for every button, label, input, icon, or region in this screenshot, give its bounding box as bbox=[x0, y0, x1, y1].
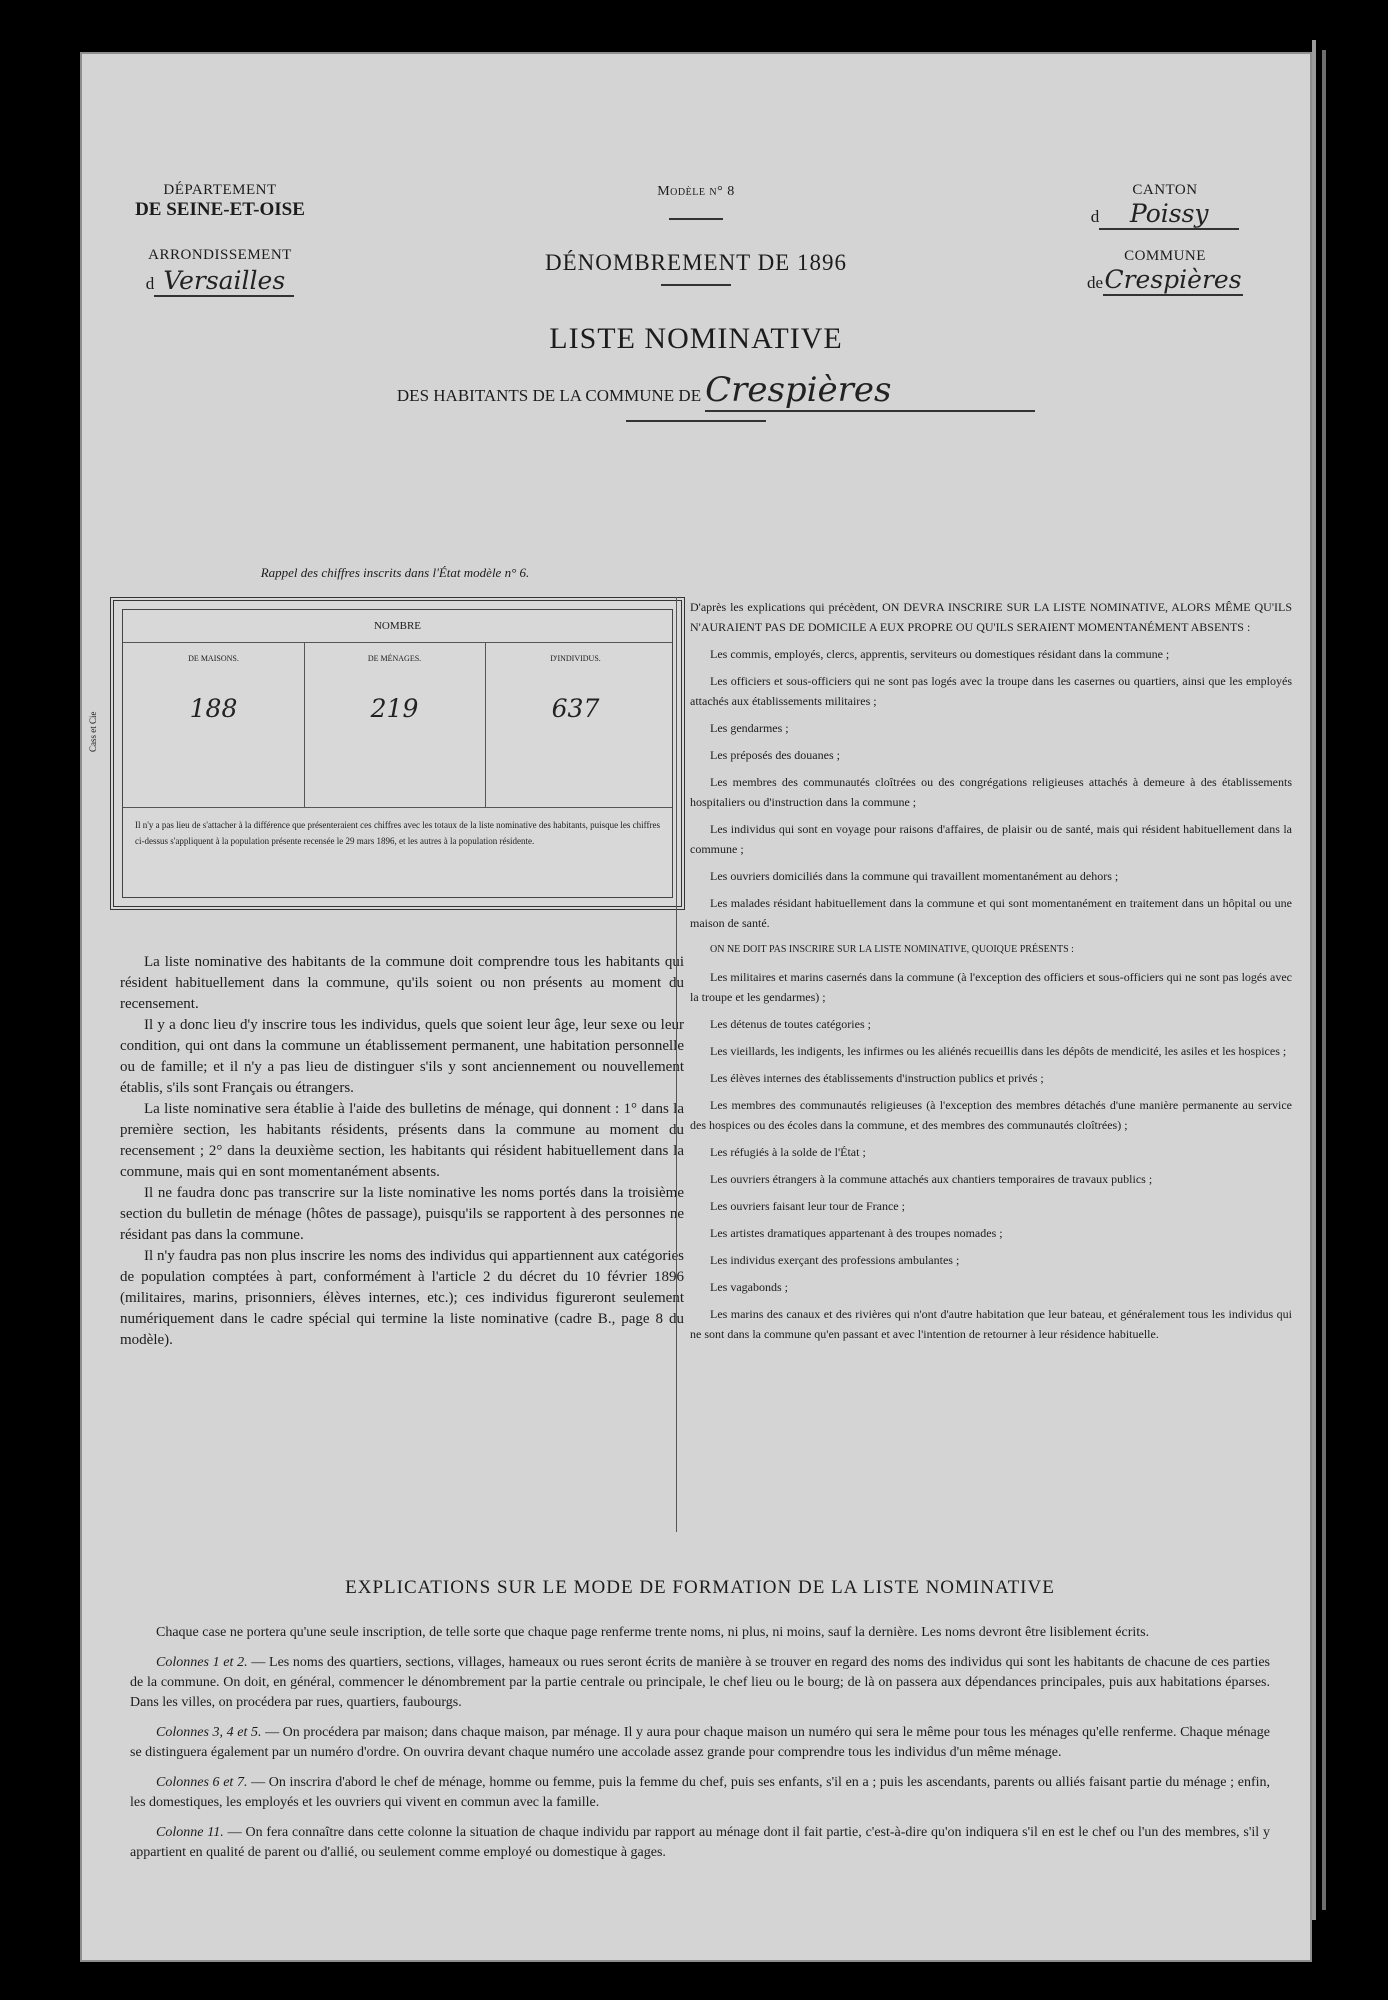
divider bbox=[669, 218, 723, 220]
canton-label: CANTON bbox=[1132, 182, 1198, 198]
printer-mark: Cass et Cie bbox=[88, 711, 98, 752]
canton-field: d Poissy bbox=[1045, 199, 1285, 230]
commune-line-prefix: DES HABITANTS DE LA COMMUNE DE bbox=[396, 386, 702, 405]
departement-label: DÉPARTEMENT bbox=[163, 182, 277, 198]
colonne-11: Colonne 11. — On fera connaître dans cette colonne la situation de chaque individu par rapport au ménage dont il fait partie, c'est-à-dire qu'on indiquera s'il en est le chef ou l'un des membres, s'il y appartient en qualité de parent ou d'allié, ou seulement comme employé ou domestique à gages. bbox=[130, 1825, 1270, 1860]
list-item: Les élèves internes des établissements d'instruction publics et privés ; bbox=[710, 1071, 1044, 1085]
commune-line bbox=[80, 370, 1312, 412]
right-intro: D'après les explications qui précèdent, ON DEVRA INSCRIRE SUR LA LISTE NOMINATIVE, ALORS MÊME QU'ILS N'AURAIENT PAS DE DOMICILE A EUX PROPRE OU QU'ILS SERAIENT MOMENTANÉMENT ABSENTS : bbox=[690, 600, 1292, 634]
val-menages: 219 bbox=[370, 694, 419, 723]
list-item: Les vagabonds ; bbox=[710, 1280, 788, 1294]
paragraph: La liste nominative des habitants de la commune doit comprendre tous les habitants qui résident habituellement dans la commune, qu'ils soient ou non présents au moment du recensement. bbox=[120, 954, 684, 1012]
list-item: Les vieillards, les indigents, les infirmes ou les aliénés recueillis dans les dépôts de mendicité, les asiles et les hospices ; bbox=[710, 1044, 1287, 1058]
list-item: Les gendarmes ; bbox=[710, 721, 789, 735]
list-item: Les artistes dramatiques appartenant à des troupes nomades ; bbox=[710, 1226, 1003, 1240]
liste-nominative-title: LISTE NOMINATIVE bbox=[549, 322, 843, 355]
colonnes-6-7: Colonnes 6 et 7. — On inscrira d'abord le chef de ménage, homme ou femme, puis la femme du chef, puis ses enfants, s'il en a ; puis les ascendants, parents ou alliés faisant partie du ménage ; enfin, les domestiques, les employés et les ouvriers qui vivent en commun avec la famille. bbox=[130, 1775, 1270, 1810]
denombrement-title: DÉNOMBREMENT DE 1896 bbox=[545, 250, 847, 275]
commune-field: deCrespières bbox=[1086, 265, 1242, 294]
explications-section bbox=[130, 1577, 1270, 1873]
modele-number: Modèle n° 8 bbox=[657, 184, 735, 199]
census-form-page bbox=[80, 52, 1312, 1962]
departement-value: DE SEINE-ET-OISE bbox=[135, 199, 305, 220]
canton-value: Poissy bbox=[1099, 199, 1239, 230]
page-edge bbox=[1322, 50, 1326, 1910]
arrondissement-field: d Versailles bbox=[100, 266, 340, 297]
list-item: Les individus qui sont en voyage pour raisons d'affaires, de plaisir ou de santé, mais qui résident habituellement dans la commune ; bbox=[690, 822, 1292, 856]
page-edge bbox=[1312, 40, 1316, 1920]
list-item: Les préposés des douanes ; bbox=[710, 748, 840, 762]
explications-heading: EXPLICATIONS SUR LE MODE DE FORMATION DE LA LISTE NOMINATIVE bbox=[345, 1577, 1055, 1598]
list-item: Les membres des communautés cloîtrées ou des congrégations religieuses attachés à demeure à des établissements hospitaliers ou d'instruction dans la commune ; bbox=[690, 775, 1292, 809]
colonnes-3-4-5: Colonnes 3, 4 et 5. — On procédera par maison; dans chaque maison, par ménage. Il y aura pour chaque maison un numéro qui sera le même pour tous les ménages qu'elle renferme. Chaque ménage se distinguera également par un numéro d'ordre. On ouvrira devant chaque numéro une accolade assez grande pour comprendre tous les individus d'un même ménage. bbox=[130, 1725, 1270, 1760]
paragraph: Il ne faudra donc pas transcrire sur la liste nominative les noms portés dans la troisième section du bulletin de ménage (hôtes de passage), puisqu'ils se rapportent à des personnes ne résidant pas dans la commune. bbox=[120, 1185, 684, 1243]
arrondissement-label: ARRONDISSEMENT bbox=[148, 247, 292, 263]
rappel-box bbox=[110, 597, 685, 910]
rappel-caption: Rappel des chiffres inscrits dans l'État modèle n° 6. bbox=[260, 565, 530, 580]
rappel-note: Il n'y a pas lieu de s'attacher à la différence que présenteraient ces chiffres avec les totaux de la liste nominative des habitants, puisque les chiffres ci-dessus s'appliquent à la population présente recensée le 29 mars 1896, et les autres à la population résidente. bbox=[135, 820, 660, 846]
paragraph: Il n'y faudra pas non plus inscrire les noms des individus qui appartiennent aux catégories de population comptées à part, conformément à l'article 2 du décret du 10 février 1896 (militaires, marins, prisonniers, élèves internes, etc.); ces individus figureront seulement numériquement dans le cadre spécial qui termine la liste nominative (cadre B., page 8 du modèle). bbox=[120, 1248, 684, 1348]
ne-pas-heading: ON NE DOIT PAS INSCRIRE SUR LA LISTE NOMINATIVE, QUOIQUE PRÉSENTS : bbox=[710, 944, 1074, 955]
divider bbox=[626, 420, 766, 422]
col-maisons: DE MAISONS. bbox=[188, 654, 239, 663]
divider bbox=[661, 284, 731, 286]
paragraph: La liste nominative sera établie à l'aide des bulletins de ménage, qui donnent : 1° dans la première section, les habitants résidents, présents dans la commune au moment du recensement ; 2° dans la deuxième section, les habitants qui résident habituellement dans la commune, mais qui en sont momentanément absents. bbox=[120, 1101, 684, 1180]
val-individus: 637 bbox=[551, 694, 600, 723]
list-item: Les ouvriers faisant leur tour de France ; bbox=[710, 1199, 905, 1213]
left-instructions bbox=[120, 952, 684, 1351]
val-maisons: 188 bbox=[189, 694, 238, 723]
list-item: Les ouvriers domiciliés dans la commune qui travaillent momentanément au dehors ; bbox=[710, 869, 1119, 883]
list-item: Les individus exerçant des professions ambulantes ; bbox=[710, 1253, 960, 1267]
right-instructions bbox=[690, 597, 1292, 1351]
explications-intro: Chaque case ne portera qu'une seule inscription, de telle sorte que chaque page renferme trente noms, ni plus, ni moins, sauf la dernière. Les noms devront être lisiblement écrits. bbox=[156, 1625, 1150, 1640]
col-menages: DE MÉNAGES. bbox=[367, 654, 422, 663]
list-item: Les commis, employés, clercs, apprentis, serviteurs ou domestiques résidant dans la commune ; bbox=[710, 647, 1170, 661]
list-item: Les ouvriers étrangers à la commune attachés aux chantiers temporaires de travaux publics ; bbox=[710, 1172, 1153, 1186]
commune-label: COMMUNE bbox=[1124, 248, 1206, 264]
list-item: Les officiers et sous-officiers qui ne sont pas logés avec la troupe dans les casernes ou quartiers, ainsi que les employés attachés aux établissements militaires ; bbox=[690, 674, 1292, 708]
column-divider bbox=[676, 597, 677, 1532]
arrondissement-value: Versailles bbox=[154, 266, 294, 297]
list-item: Les malades résidant habituellement dans la commune et qui sont momentanément en traitement dans un hôpital ou une maison de santé. bbox=[690, 896, 1292, 930]
list-item: Les militaires et marins casernés dans la commune (à l'exception des officiers et sous-officiers qui ne sont pas logés avec la troupe et les gendarmes) ; bbox=[690, 970, 1292, 1004]
col-individus: D'INDIVIDUS. bbox=[550, 654, 601, 663]
commune-value: Crespières bbox=[1104, 265, 1242, 294]
nombre-header: NOMBRE bbox=[373, 620, 422, 632]
header-right bbox=[1045, 182, 1285, 296]
list-item: Les détenus de toutes catégories ; bbox=[710, 1017, 871, 1031]
list-item: Les réfugiés à la solde de l'État ; bbox=[710, 1145, 866, 1159]
list-item: Les membres des communautés religieuses (à l'exception des membres détachés d'une manière permanente au service des hospices ou des écoles dans la commune, et des membres des communautés cloîtrées) ; bbox=[690, 1098, 1292, 1132]
paragraph: Il y a donc lieu d'y inscrire tous les individus, quels que soient leur âge, leur sexe ou leur condition, qui ont dans la commune un établissement permanent, une habitation personnelle ou de famille; et il n'y a pas lieu de distinguer s'ils y sont anciennement ou nouvellement établis, s'ils sont Français ou étrangers. bbox=[120, 1017, 684, 1096]
colonnes-1-2: Colonnes 1 et 2. — Les noms des quartiers, sections, villages, hameaux ou rues seront écrits de manière à se trouver en regard des noms des individus qui sont les habitants de chacune de ces parties de la commune. On doit, en général, commencer le dénombrement par la partie centrale ou principale, le chef lieu ou le bourg; de là on passera aux dépendances principales, puis aux habitations éparses. Dans les villes, on procédera par rues, quartiers, faubourgs. bbox=[130, 1655, 1270, 1710]
list-item: Les marins des canaux et des rivières qui n'ont d'autre habitation que leur bateau, et généralement tous les individus qui ne sont dans la commune qu'en passant et avec l'intention de retourner à leur résidence habituelle. bbox=[690, 1307, 1292, 1341]
commune-line-value: Crespières bbox=[705, 370, 1035, 412]
